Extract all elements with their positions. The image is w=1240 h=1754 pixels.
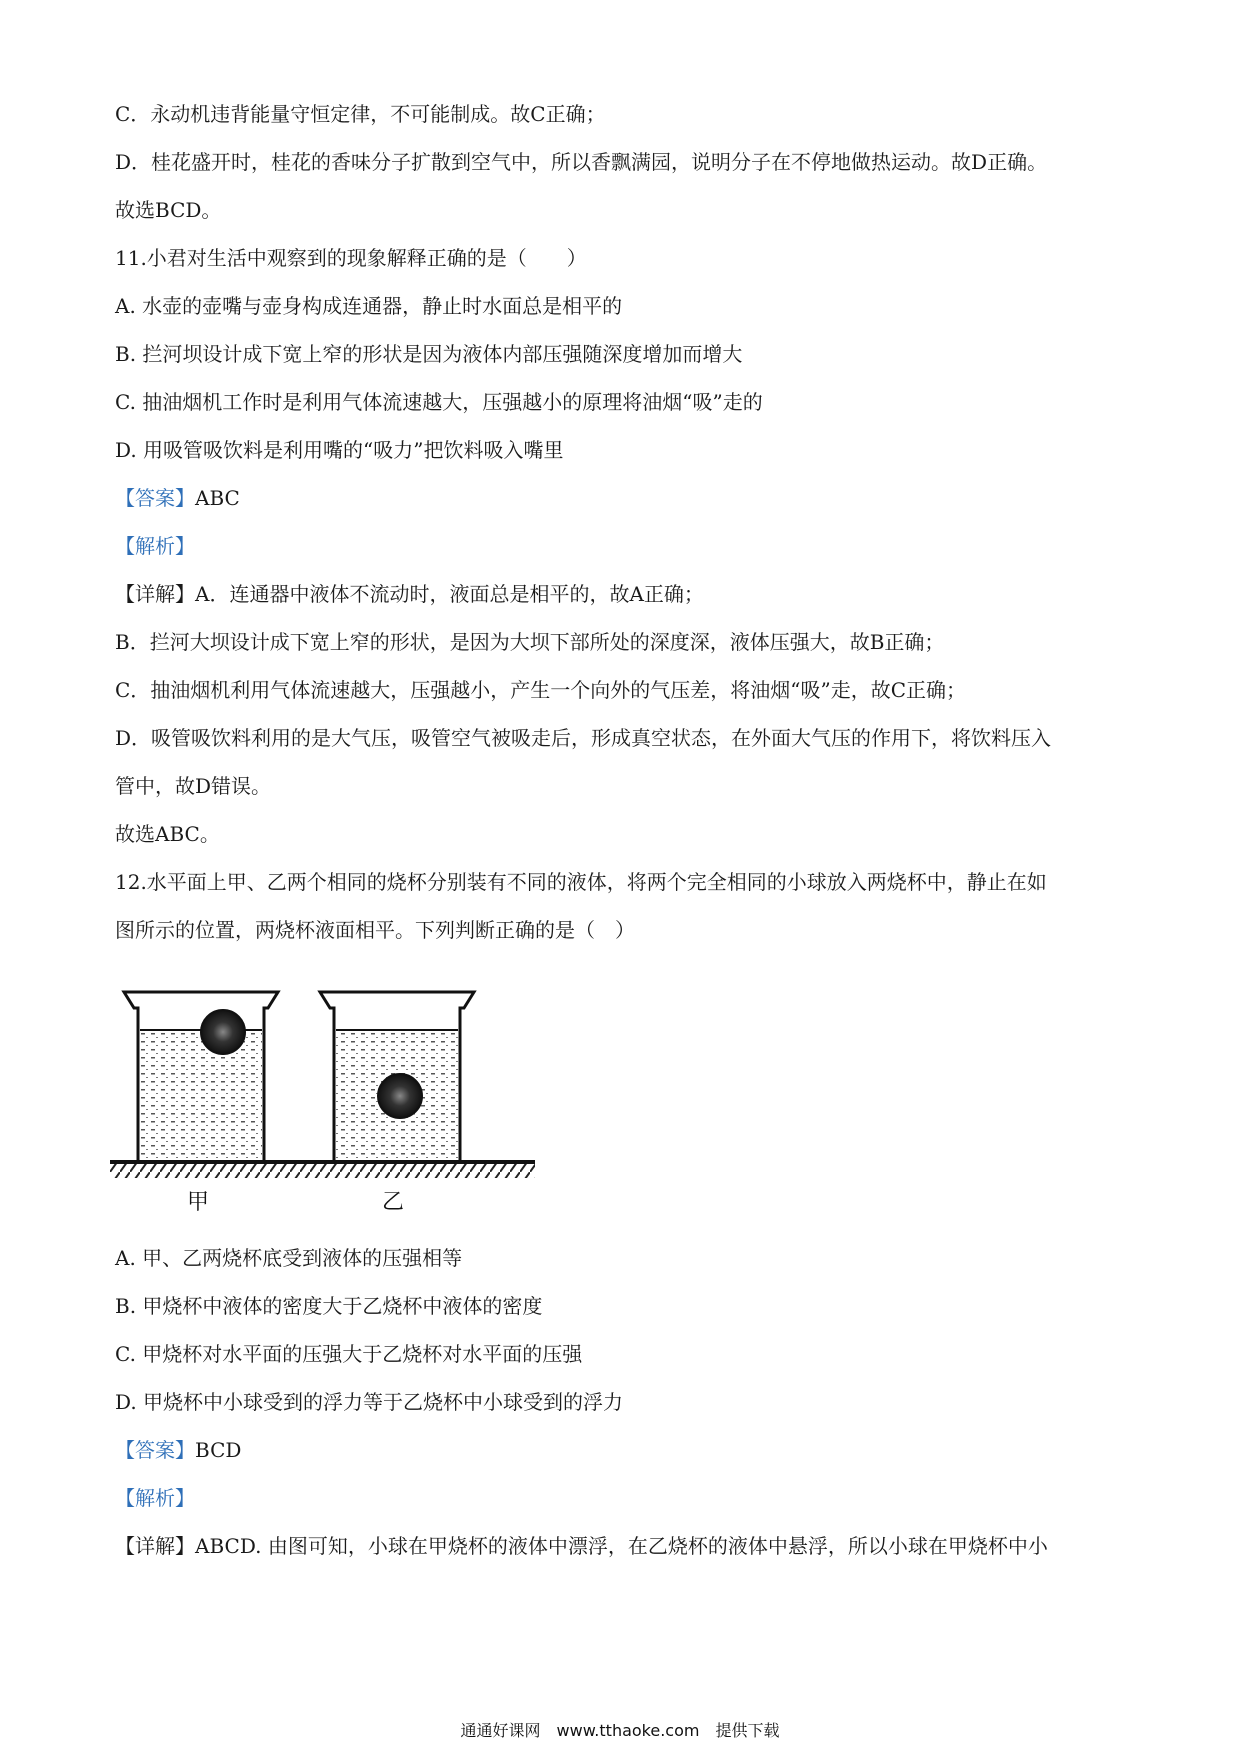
ground-hatch	[110, 1164, 535, 1178]
question-12-detail	[115, 1532, 1048, 1560]
question-12-answer	[115, 1436, 241, 1464]
label-jia: 甲	[187, 1190, 210, 1215]
beaker-jia	[124, 992, 278, 1162]
question-12-stem: 12.水平面上甲、乙两个相同的烧杯分别装有不同的液体，将两个完全相同的小球放入两烧杯中，静止在如	[115, 870, 1047, 894]
question-11-answer	[115, 484, 240, 512]
question-11-analysis-tag: 【解析】	[115, 534, 195, 558]
text-line: D．桂花盛开时，桂花的香味分子扩散到空气中，所以香飘满园，说明分子在不停地做热运动。故D正确。	[115, 150, 1048, 174]
text-line: C．永动机违背能量守恒定律，不可能制成。故C正确；	[115, 102, 606, 126]
question-11-detail-d-cont: 管中，故D错误。	[115, 774, 272, 798]
detail-tag: 【详解】	[115, 582, 195, 606]
ball-jia	[201, 1010, 245, 1054]
question-11-detail-c: C．抽油烟机利用气体流速越大，压强越小，产生一个向外的气压差，将油烟“吸”走，故C正确；	[115, 678, 967, 702]
question-12-stem-cont: 图所示的位置，两烧杯液面相平。下列判断正确的是（ ）	[115, 918, 635, 942]
beakers-figure	[110, 990, 540, 1220]
question-12-option-c: C. 甲烧杯对水平面的压强大于乙烧杯对水平面的压强	[115, 1342, 583, 1366]
question-11-option-c: C. 抽油烟机工作时是利用气体流速越大，压强越小的原理将油烟“吸”走的	[115, 390, 763, 414]
label-yi: 乙	[382, 1190, 405, 1215]
beaker-yi	[320, 992, 474, 1162]
text-line: 故选BCD。	[115, 198, 222, 222]
answer-value: BCD	[195, 1438, 242, 1462]
question-11-select: 故选ABC。	[115, 822, 220, 846]
question-12-analysis-tag: 【解析】	[115, 1486, 195, 1510]
question-11-detail-a	[115, 580, 704, 608]
page-footer: 通通好课网 www.tthaoke.com 提供下载	[460, 1721, 780, 1740]
answer-value: ABC	[195, 486, 240, 510]
question-11-option-b: B. 拦河坝设计成下宽上窄的形状是因为液体内部压强随深度增加而增大	[115, 342, 743, 366]
detail-text: A．连通器中液体不流动时，液面总是相平的，故A正确；	[195, 582, 704, 606]
ball-yi	[378, 1074, 422, 1118]
question-11-option-a: A. 水壶的壶嘴与壶身构成连通器，静止时水面总是相平的	[115, 294, 623, 318]
detail-tag: 【详解】	[115, 1534, 195, 1558]
question-11-option-d: D. 用吸管吸饮料是利用嘴的“吸力”把饮料吸入嘴里	[115, 438, 564, 462]
question-11-stem: 11.小君对生活中观察到的现象解释正确的是（ ）	[115, 246, 587, 270]
question-12-option-b: B. 甲烧杯中液体的密度大于乙烧杯中液体的密度	[115, 1294, 543, 1318]
beakers-diagram	[110, 990, 540, 1220]
liquid-jia	[140, 1030, 262, 1160]
question-11-detail-b: B．拦河大坝设计成下宽上窄的形状，是因为大坝下部所处的深度深，液体压强大，故B正确；	[115, 630, 945, 654]
answer-tag: 【答案】	[115, 486, 195, 510]
detail-text: ABCD. 由图可知，小球在甲烧杯的液体中漂浮，在乙烧杯的液体中悬浮，所以小球在甲烧杯中小	[195, 1534, 1048, 1558]
question-12-option-a: A. 甲、乙两烧杯底受到液体的压强相等	[115, 1246, 463, 1270]
question-11-detail-d: D．吸管吸饮料利用的是大气压，吸管空气被吸走后，形成真空状态，在外面大气压的作用下，将饮料压入	[115, 726, 1052, 750]
question-12-option-d: D. 甲烧杯中小球受到的浮力等于乙烧杯中小球受到的浮力	[115, 1390, 624, 1414]
answer-tag: 【答案】	[115, 1438, 195, 1462]
